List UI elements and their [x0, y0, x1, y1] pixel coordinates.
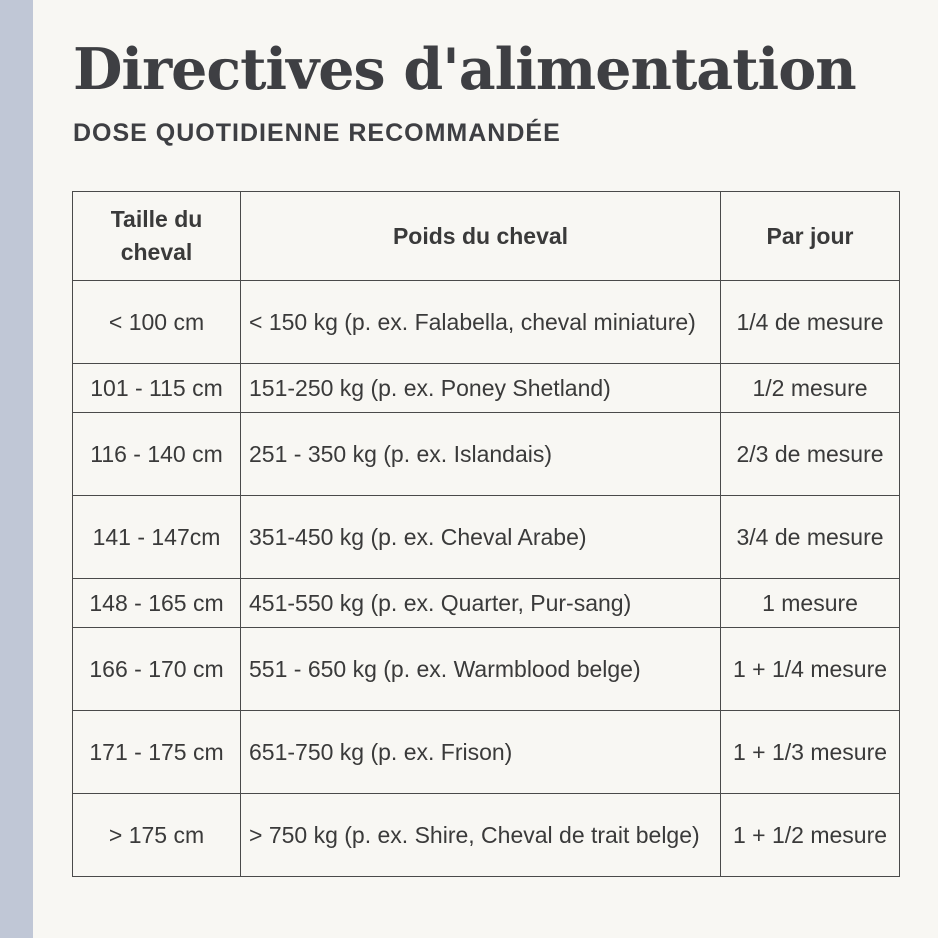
- table-row: [73, 628, 900, 711]
- cell-size: > 175 cm: [73, 794, 241, 877]
- cell-dose: 1 + 1/3 mesure: [721, 711, 900, 794]
- cell-dose: 1/4 de mesure: [721, 281, 900, 364]
- table-row: [73, 281, 900, 364]
- cell-dose: 3/4 de mesure: [721, 496, 900, 579]
- cell-size: < 100 cm: [73, 281, 241, 364]
- cell-size: 171 - 175 cm: [73, 711, 241, 794]
- page-title: Directives d'alimentation: [73, 36, 856, 103]
- cell-size: 116 - 140 cm: [73, 413, 241, 496]
- table-row: [73, 413, 900, 496]
- column-header-size: Taille du cheval: [73, 192, 241, 281]
- cell-weight: 551 - 650 kg (p. ex. Warmblood belge): [241, 628, 721, 711]
- table-row: [73, 579, 900, 628]
- cell-dose: 2/3 de mesure: [721, 413, 900, 496]
- cell-weight: < 150 kg (p. ex. Falabella, cheval miniature): [241, 281, 721, 364]
- column-header-weight: Poids du cheval: [241, 192, 721, 281]
- cell-dose: 1 mesure: [721, 579, 900, 628]
- page-subtitle: DOSE QUOTIDIENNE RECOMMANDÉE: [73, 119, 561, 147]
- table-row: [73, 496, 900, 579]
- cell-size: 166 - 170 cm: [73, 628, 241, 711]
- cell-weight: 151-250 kg (p. ex. Poney Shetland): [241, 364, 721, 413]
- column-header-dose: Par jour: [721, 192, 900, 281]
- feeding-table: [72, 191, 900, 877]
- cell-dose: 1/2 mesure: [721, 364, 900, 413]
- cell-weight: > 750 kg (p. ex. Shire, Cheval de trait belge): [241, 794, 721, 877]
- cell-dose: 1 + 1/2 mesure: [721, 794, 900, 877]
- cell-weight: 451-550 kg (p. ex. Quarter, Pur-sang): [241, 579, 721, 628]
- cell-dose: 1 + 1/4 mesure: [721, 628, 900, 711]
- cell-weight: 651-750 kg (p. ex. Frison): [241, 711, 721, 794]
- cell-size: 101 - 115 cm: [73, 364, 241, 413]
- side-accent-bar: [0, 0, 33, 938]
- cell-weight: 251 - 350 kg (p. ex. Islandais): [241, 413, 721, 496]
- cell-weight: 351-450 kg (p. ex. Cheval Arabe): [241, 496, 721, 579]
- table-row: [73, 711, 900, 794]
- table-header-row: [73, 192, 900, 281]
- table-row: [73, 794, 900, 877]
- table-row: [73, 364, 900, 413]
- cell-size: 141 - 147cm: [73, 496, 241, 579]
- cell-size: 148 - 165 cm: [73, 579, 241, 628]
